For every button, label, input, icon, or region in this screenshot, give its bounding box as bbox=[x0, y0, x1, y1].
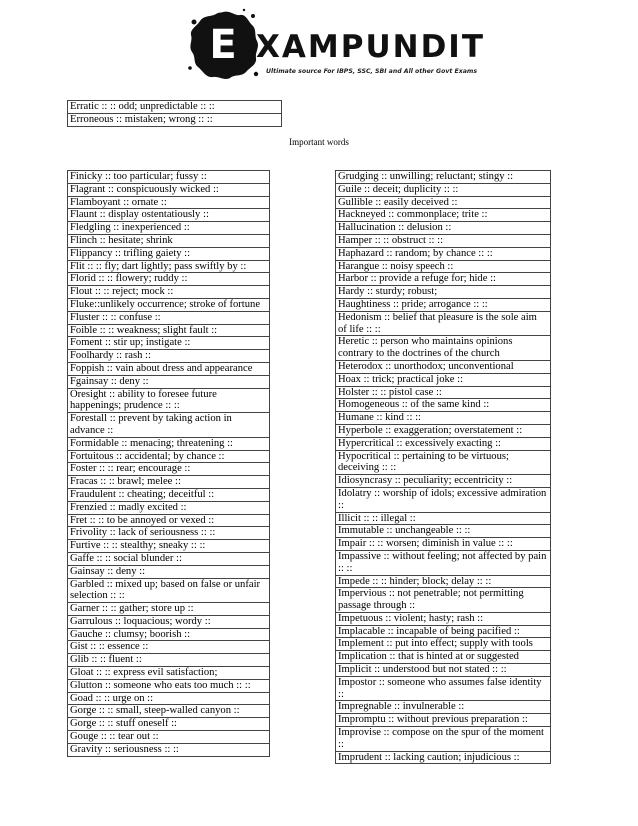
table-row bbox=[68, 324, 270, 337]
word-entry: Oresight :: ability to foresee future happenings; prudence :: :: bbox=[68, 388, 270, 413]
table-row bbox=[68, 615, 270, 628]
word-entry: Fraudulent :: cheating; deceitful :: bbox=[68, 488, 270, 501]
left-word-table bbox=[67, 170, 270, 757]
table-row bbox=[336, 664, 551, 677]
table-row bbox=[336, 437, 551, 450]
word-entry: Garner :: :: gather; store up :: bbox=[68, 603, 270, 616]
top-word-table bbox=[67, 100, 282, 127]
table-row bbox=[68, 413, 270, 438]
table-row bbox=[68, 209, 270, 222]
word-entry: Idolatry :: worship of idols; excessive admiration :: bbox=[336, 487, 551, 512]
table-row bbox=[336, 612, 551, 625]
word-entry: Impromptu :: without previous preparation :: bbox=[336, 714, 551, 727]
table-row bbox=[336, 575, 551, 588]
word-entry: Flagrant :: conspicuously wicked :: bbox=[68, 183, 270, 196]
table-row bbox=[336, 336, 551, 361]
table-row bbox=[68, 350, 270, 363]
table-row bbox=[336, 475, 551, 488]
word-entry: Hackneyed :: commonplace; trite :: bbox=[336, 209, 551, 222]
table-row bbox=[68, 260, 270, 273]
table-row bbox=[68, 196, 270, 209]
ink-splat-logo-icon bbox=[186, 8, 260, 82]
word-entry: Harbor :: provide a refuge for; hide :: bbox=[336, 273, 551, 286]
word-entry: Flout :: :: reject; mock :: bbox=[68, 286, 270, 299]
table-row bbox=[68, 375, 270, 388]
table-row bbox=[336, 538, 551, 551]
word-entry: Impostor :: someone who assumes false identity :: bbox=[336, 676, 551, 701]
table-row bbox=[336, 525, 551, 538]
table-row bbox=[336, 751, 551, 764]
table-row bbox=[68, 183, 270, 196]
word-entry: Haphazard :: random; by chance :: :: bbox=[336, 247, 551, 260]
table-row bbox=[336, 399, 551, 412]
word-entry: Impede :: :: hinder; block; delay :: :: bbox=[336, 575, 551, 588]
word-entry: Fgainsay :: deny :: bbox=[68, 375, 270, 388]
table-row bbox=[336, 286, 551, 299]
word-entry: Foster :: :: rear; encourage :: bbox=[68, 463, 270, 476]
word-entry: Implacable :: incapable of being pacified :: bbox=[336, 625, 551, 638]
table-row bbox=[68, 667, 270, 680]
word-entry: Immutable :: unchangeable :: :: bbox=[336, 525, 551, 538]
word-entry: Gorge :: :: small, steep-walled canyon :: bbox=[68, 705, 270, 718]
table-row bbox=[68, 311, 270, 324]
table-row bbox=[336, 487, 551, 512]
word-entry: Hyperbole :: exaggeration; overstatement :: bbox=[336, 424, 551, 437]
section-heading: Important words bbox=[289, 137, 349, 147]
word-entry: Foible :: :: weakness; slight fault :: bbox=[68, 324, 270, 337]
word-entry: Illicit :: :: illegal :: bbox=[336, 512, 551, 525]
word-entry: Fledgling :: inexperienced :: bbox=[68, 222, 270, 235]
word-entry: Impair :: :: worsen; diminish in value :: :: bbox=[336, 538, 551, 551]
table-row bbox=[336, 273, 551, 286]
word-entry: Finicky :: too particular; fussy :: bbox=[68, 171, 270, 184]
word-entry: Gravity :: seriousness :: :: bbox=[68, 743, 270, 756]
word-entry: Flamboyant :: ornate :: bbox=[68, 196, 270, 209]
word-entry: Flinch :: hesitate; shrink bbox=[68, 234, 270, 247]
word-entry: Implicit :: understood but not stated :: :: bbox=[336, 664, 551, 677]
logo-letter: E bbox=[209, 22, 237, 68]
word-entry: Hypercritical :: excessively exacting :: bbox=[336, 437, 551, 450]
word-entry: Impetuous :: violent; hasty; rash :: bbox=[336, 612, 551, 625]
word-entry: Humane :: kind :: :: bbox=[336, 412, 551, 425]
word-entry: Forestall :: prevent by taking action in advance :: bbox=[68, 413, 270, 438]
word-entry: Furtive :: :: stealthy; sneaky :: :: bbox=[68, 540, 270, 553]
table-row bbox=[68, 247, 270, 260]
brand-name: XAMPUNDIT bbox=[256, 29, 485, 65]
table-row bbox=[336, 360, 551, 373]
table-row bbox=[336, 727, 551, 752]
table-row bbox=[336, 171, 551, 184]
table-row bbox=[336, 311, 551, 336]
word-entry: Glutton :: someone who eats too much :: :: bbox=[68, 679, 270, 692]
table-row bbox=[68, 171, 270, 184]
word-entry: Holster :: :: pistol case :: bbox=[336, 386, 551, 399]
table-row bbox=[68, 337, 270, 350]
word-entry: Erroneous :: mistaken; wrong :: :: bbox=[68, 113, 282, 126]
word-entry: Foolhardy :: rash :: bbox=[68, 350, 270, 363]
table-row bbox=[68, 731, 270, 744]
word-entry: Florid :: :: flowery; ruddy :: bbox=[68, 273, 270, 286]
word-entry: Flippancy :: trifling gaiety :: bbox=[68, 247, 270, 260]
word-entry: Gorge :: :: stuff oneself :: bbox=[68, 718, 270, 731]
word-entry: Impregnable :: invulnerable :: bbox=[336, 701, 551, 714]
word-entry: Gist :: :: essence :: bbox=[68, 641, 270, 654]
table-row bbox=[68, 463, 270, 476]
word-entry: Flaunt :: display ostentatiously :: bbox=[68, 209, 270, 222]
table-row bbox=[336, 512, 551, 525]
table-row bbox=[68, 298, 270, 311]
word-entry: Impassive :: without feeling; not affected by pain :: :: bbox=[336, 550, 551, 575]
word-entry: Heretic :: person who maintains opinions contrary to the doctrines of the church bbox=[336, 336, 551, 361]
table-row bbox=[336, 386, 551, 399]
table-row bbox=[336, 450, 551, 475]
table-row bbox=[336, 183, 551, 196]
table-row bbox=[336, 373, 551, 386]
table-row bbox=[68, 743, 270, 756]
word-entry: Fracas :: :: brawl; melee :: bbox=[68, 476, 270, 489]
table-row bbox=[336, 638, 551, 651]
table-row bbox=[68, 450, 270, 463]
word-entry: Idiosyncrasy :: peculiarity; eccentricity :: bbox=[336, 475, 551, 488]
word-entry: Hallucination :: delusion :: bbox=[336, 222, 551, 235]
table-row bbox=[68, 388, 270, 413]
word-entry: Garrulous :: loquacious; wordy :: bbox=[68, 615, 270, 628]
table-row bbox=[336, 676, 551, 701]
exampundit-logo bbox=[186, 8, 485, 86]
word-entry: Garbled :: mixed up; based on false or unfair selection :: :: bbox=[68, 578, 270, 603]
table-row bbox=[68, 654, 270, 667]
table-row bbox=[68, 603, 270, 616]
table-row bbox=[68, 718, 270, 731]
table-row bbox=[68, 488, 270, 501]
word-entry: Haughtiness :: pride; arrogance :: :: bbox=[336, 298, 551, 311]
table-row bbox=[68, 113, 282, 126]
word-entry: Homogeneous :: of the same kind :: bbox=[336, 399, 551, 412]
table-row bbox=[68, 437, 270, 450]
table-row bbox=[68, 628, 270, 641]
word-entry: Grudging :: unwilling; reluctant; stingy :: bbox=[336, 171, 551, 184]
right-word-table bbox=[335, 170, 551, 764]
word-entry: Hardy :: sturdy; robust; bbox=[336, 286, 551, 299]
word-entry: Fret :: :: to be annoyed or vexed :: bbox=[68, 514, 270, 527]
word-entry: Hedonism :: belief that pleasure is the sole aim of life :: :: bbox=[336, 311, 551, 336]
word-entry: Gaffe :: :: social blunder :: bbox=[68, 552, 270, 565]
word-entry: Imprudent :: lacking caution; injudicious :: bbox=[336, 751, 551, 764]
table-row bbox=[336, 550, 551, 575]
word-entry: Gauche :: clumsy; boorish :: bbox=[68, 628, 270, 641]
word-entry: Harangue :: noisy speech :: bbox=[336, 260, 551, 273]
table-row bbox=[68, 540, 270, 553]
word-entry: Fluke::unlikely occurrence; stroke of fortune bbox=[68, 298, 270, 311]
table-row bbox=[336, 260, 551, 273]
table-row bbox=[336, 701, 551, 714]
table-row bbox=[336, 412, 551, 425]
word-entry: Hypocritical :: pertaining to be virtuous; deceiving :: :: bbox=[336, 450, 551, 475]
word-entry: Gainsay :: deny :: bbox=[68, 565, 270, 578]
word-entry: Formidable :: menacing; threatening :: bbox=[68, 437, 270, 450]
table-row bbox=[68, 552, 270, 565]
table-row bbox=[68, 234, 270, 247]
word-entry: Hoax :: trick; practical joke :: bbox=[336, 373, 551, 386]
table-row bbox=[68, 101, 282, 114]
table-row bbox=[336, 625, 551, 638]
table-row bbox=[68, 286, 270, 299]
table-row bbox=[336, 424, 551, 437]
word-entry: Hamper :: :: obstruct :: :: bbox=[336, 234, 551, 247]
word-entry: Frivolity :: lack of seriousness :: :: bbox=[68, 527, 270, 540]
table-row bbox=[336, 714, 551, 727]
word-entry: Glib :: :: fluent :: bbox=[68, 654, 270, 667]
word-entry: Goad :: :: urge on :: bbox=[68, 692, 270, 705]
table-row bbox=[68, 692, 270, 705]
table-row bbox=[336, 247, 551, 260]
word-entry: Implement :: put into effect; supply with tools bbox=[336, 638, 551, 651]
word-entry: Flit :: :: fly; dart lightly; pass swiftly by :: bbox=[68, 260, 270, 273]
word-entry: Frenzied :: madly excited :: bbox=[68, 501, 270, 514]
table-row bbox=[68, 501, 270, 514]
table-row bbox=[68, 476, 270, 489]
table-row bbox=[68, 362, 270, 375]
word-entry: Fluster :: :: confuse :: bbox=[68, 311, 270, 324]
word-entry: Gouge :: :: tear out :: bbox=[68, 731, 270, 744]
table-row bbox=[336, 298, 551, 311]
word-entry: Guile :: deceit; duplicity :: :: bbox=[336, 183, 551, 196]
table-row bbox=[68, 705, 270, 718]
table-row bbox=[68, 514, 270, 527]
word-entry: Gloat :: :: express evil satisfaction; bbox=[68, 667, 270, 680]
table-row bbox=[68, 565, 270, 578]
word-entry: Improvise :: compose on the spur of the moment :: bbox=[336, 727, 551, 752]
table-row bbox=[336, 234, 551, 247]
word-entry: Foment :: stir up; instigate :: bbox=[68, 337, 270, 350]
table-row bbox=[68, 578, 270, 603]
table-row bbox=[68, 222, 270, 235]
word-entry: Fortuitous :: accidental; by chance :: bbox=[68, 450, 270, 463]
brand-tagline: Ultimate source For IBPS, SSC, SBI and All other Govt Exams bbox=[266, 68, 478, 75]
table-row bbox=[336, 209, 551, 222]
table-row bbox=[336, 222, 551, 235]
table-row bbox=[68, 641, 270, 654]
word-entry: Foppish :: vain about dress and appearance bbox=[68, 362, 270, 375]
word-entry: Implication :: that is hinted at or suggested bbox=[336, 651, 551, 664]
table-row bbox=[336, 196, 551, 209]
table-row bbox=[68, 679, 270, 692]
table-row bbox=[68, 273, 270, 286]
word-entry: Gullible :: easily deceived :: bbox=[336, 196, 551, 209]
word-entry: Heterodox :: unorthodox; unconventional bbox=[336, 360, 551, 373]
table-row bbox=[68, 527, 270, 540]
word-entry: Impervious :: not penetrable; not permitting passage through :: bbox=[336, 588, 551, 613]
word-entry: Erratic :: :: odd; unpredictable :: :: bbox=[68, 101, 282, 114]
table-row bbox=[336, 651, 551, 664]
table-row bbox=[336, 588, 551, 613]
